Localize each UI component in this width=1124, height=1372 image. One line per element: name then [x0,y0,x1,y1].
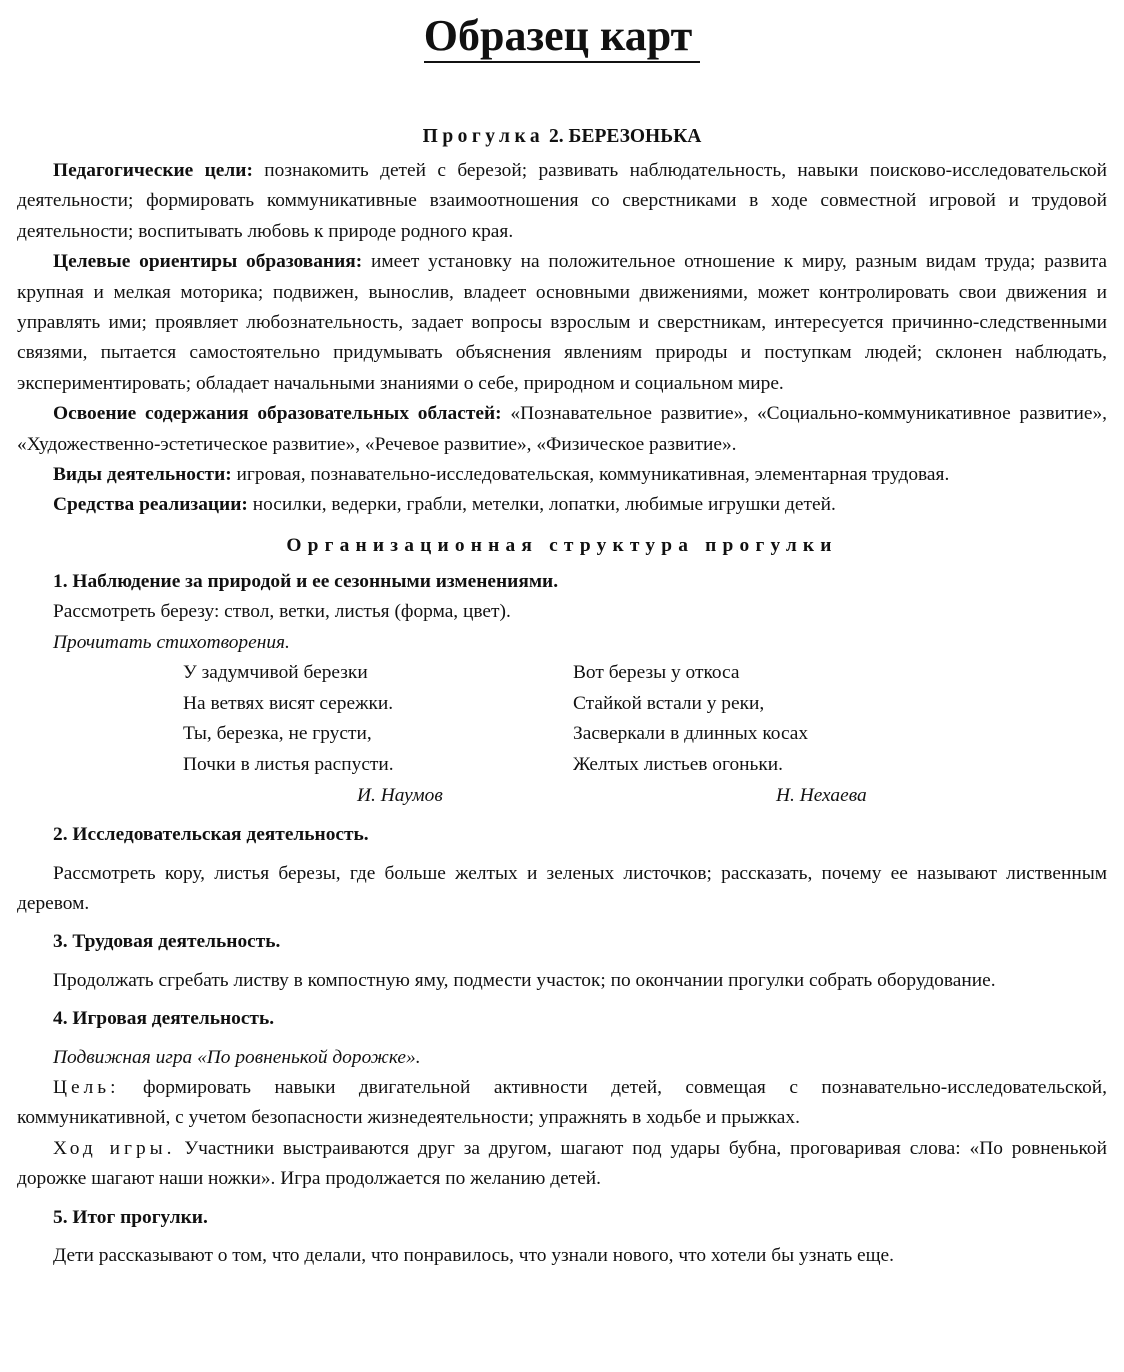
section3-text: Продолжать сгребать листву в компостную яму, подмести участок; по окончании прогулки собрать оборудование. [53,969,996,991]
poem-line: Желтых листьев огоньки. [573,753,784,775]
section2-heading: 2. Исследовательская деятельность. [53,824,369,846]
intro-pedagogical-goals: Педагогические цели: познакомить детей с березой; развивать наблюдательность, навыки поисково-исследовательской деятельности; формировать коммуникативные взаимоотношения со сверстниками в ходе совместной игровой и трудовой деятельности; воспитывать любовь к природе родного края. [17,160,1107,242]
poem-line: Стайкой встали у реки, [573,692,765,714]
poem-left-author: И. Наумов [357,785,443,807]
section4-goal: Цель: формировать навыки двигательной активности детей, совмещая с познавательно-исследовательской, коммуникативной, с учетом безопасности жизнедеятельности; упражнять в ходьбе и прыжках. [17,1076,1107,1129]
walk-title [17,122,1107,152]
intro-activity-types: Виды деятельности: игровая, познавательно-исследовательская, коммуникативная, элементарная трудовая. [53,464,950,486]
poem-line: Ты, березка, не грусти, [183,723,372,745]
section4-heading: 4. Игровая деятельность. [53,1008,275,1030]
intro-target-guidelines: Целевые ориентиры образования: имеет установку на положительное отношение к миру, разным видам труда; развита крупная и мелкая моторика; подвижен, вынослив, владеет основными движениями, может контролировать свои движения и управлять ими; проявляет любознательность, задает вопросы взрослым и сверстникам, интересуется причинно-следственными связями, пытается самостоятельно придумывать объяснения явлениям природы и поступкам людей; склонен наблюдать, экспериментировать; обладает начальными знаниями о себе, природном и социальном мире. [17,251,1108,394]
poem-line: На ветвях висят сережки. [183,692,394,714]
section5-heading: 5. Итог прогулки. [53,1206,208,1228]
poem-right-author: Н. Нехаева [776,785,867,807]
section1-heading: 1. Наблюдение за природой и ее сезонными изменениями. [53,570,559,592]
section3-heading: 3. Трудовая деятельность. [53,931,281,953]
section2-text: Рассмотреть кору, листья березы, где больше желтых и зеленых листочков; рассказать, почему ее называют лиственным деревом. [17,862,1107,914]
section1-text: Рассмотреть березу: ствол, ветки, листья (форма, цвет). [53,601,511,623]
section5-text: Дети рассказывают о том, что делали, что понравилось, что узнали нового, что хотели бы узнать еще. [53,1244,895,1266]
walk-name: БЕРЕЗОНЬКА [568,126,702,147]
section4-course: Ход игры. Участники выстраиваются друг за другом, шагают под удары бубна, проговаривая слова: «По ровненькой дорожке шагают наши ножки». Игра продолжается по желанию детей. [17,1137,1107,1190]
poem-right [573,658,808,780]
walk-number: 2. [549,126,564,147]
structure-title: Организационная структура прогулки [286,534,838,556]
page-title: Образец карт [17,0,1107,82]
intro-means: Средства реализации: носилки, ведерки, грабли, метелки, лопатки, любимые игрушки детей. [53,494,836,516]
poems-block [17,658,1107,812]
poem-line: Почки в листья распусти. [183,753,394,775]
poem-line: Вот березы у откоса [573,662,740,684]
walk-prefix: Прогулка [422,126,545,147]
poem-line: Засверкали в длинных косах [573,723,809,745]
section1-instruction: Прочитать стихотворения. [53,631,290,653]
section4-game: Подвижная игра «По ровненькой дорожке». [53,1046,421,1068]
poem-line: У задумчивой березки [183,662,368,684]
poem-left [183,658,394,780]
intro-educational-areas: Освоение содержания образовательных областей: «Познавательное развитие», «Социально-коммуникативное развитие», «Художественно-эстетическое развитие», «Речевое развитие», «Физическое развитие». [17,403,1107,455]
